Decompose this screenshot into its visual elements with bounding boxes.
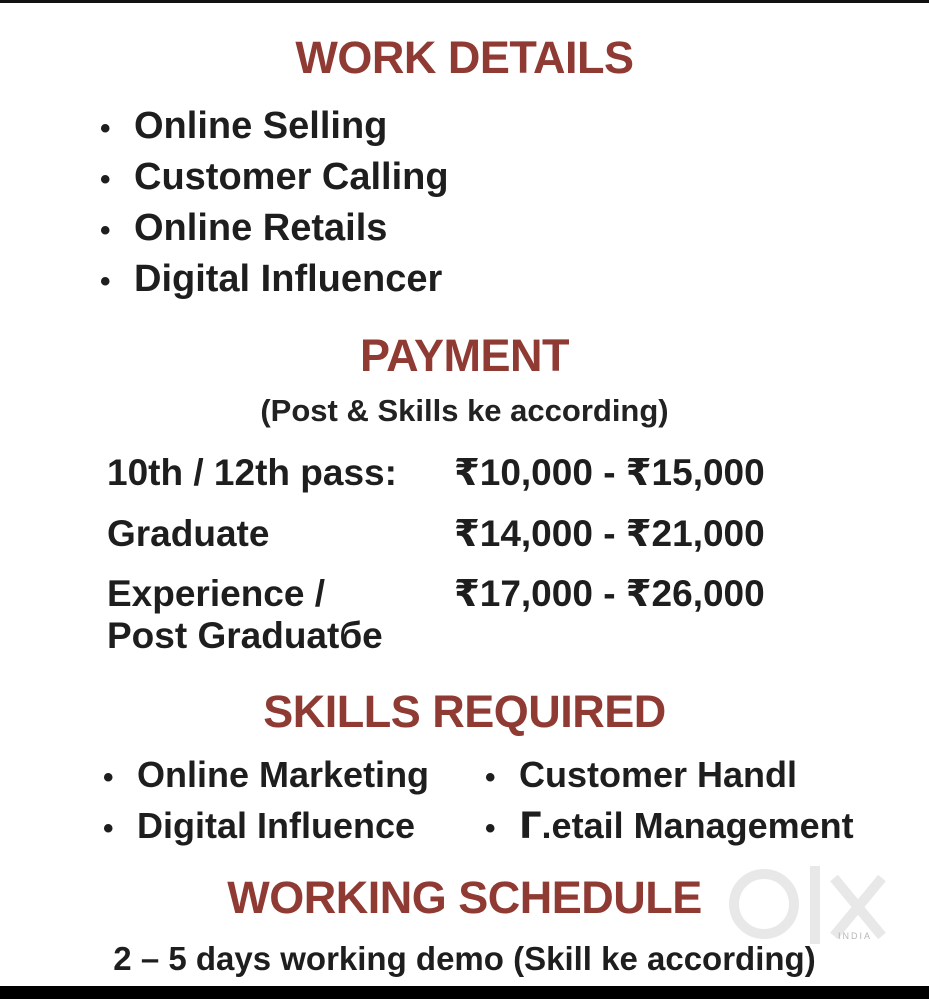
skills-heading: SKILLS REQUIRED — [263, 686, 666, 737]
bullet-icon: • — [103, 761, 114, 794]
payment-note: (Post & Skills ke according) — [260, 393, 669, 428]
list-item: • Customer Handl — [485, 753, 797, 800]
work-details-list — [100, 101, 449, 305]
payment-row-amount: ₹14,000 - ₹21,000 — [454, 513, 765, 554]
watermark-country: INDIA — [838, 931, 873, 941]
bullet-icon: • — [100, 163, 111, 196]
list-item: • Online Selling — [100, 101, 449, 152]
list-item: • Online Retails — [100, 203, 449, 254]
payment-row-amount: ₹17,000 - ₹26,000 — [454, 573, 765, 614]
schedule-text: 2 – 5 days working demo (Skill ke according) — [113, 940, 816, 977]
bullet-icon: • — [103, 812, 114, 845]
bullet-icon: • — [100, 265, 111, 298]
top-border — [0, 0, 929, 3]
list-item: • Digital Influence — [103, 804, 415, 851]
list-item: • Online Marketing — [103, 753, 429, 800]
payment-row-label: Experience / — [107, 573, 326, 614]
list-item: • Digital Influencer — [100, 254, 449, 305]
list-item: • Customer Calling — [100, 152, 449, 203]
payment-heading: PAYMENT — [359, 330, 570, 381]
schedule-heading: WORKING SCHEDULE — [227, 872, 702, 923]
payment-row-label: 10th / 12th pass: — [107, 452, 397, 493]
bullet-icon: • — [100, 214, 111, 247]
bullet-icon: • — [485, 761, 496, 794]
list-item: • ᒥ.etail Management — [485, 804, 854, 851]
payment-row-amount: ₹10,000 - ₹15,000 — [454, 452, 765, 493]
bullet-icon: • — [485, 812, 496, 845]
bottom-border — [0, 986, 929, 999]
bullet-icon: • — [100, 112, 111, 145]
payment-row-label: Graduate — [107, 513, 270, 554]
work-details-heading: WORK DETAILS — [295, 32, 634, 83]
payment-row-label-continued: Post Graduatбe — [107, 615, 383, 656]
